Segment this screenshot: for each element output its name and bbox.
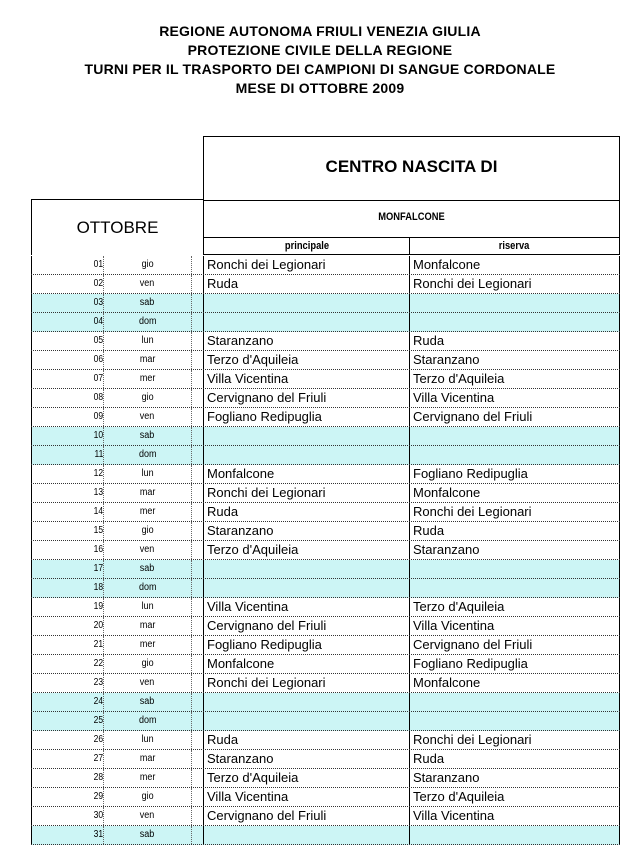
day-cell xyxy=(31,750,103,768)
weekday-cell-text: sab xyxy=(140,430,155,441)
day-cell-text: 05 xyxy=(93,335,103,346)
riserva-cell: Villa Vicentina xyxy=(409,807,620,825)
day-cell xyxy=(31,712,103,730)
weekday-cell-text: mar xyxy=(139,620,156,631)
weekday-cell-text: mer xyxy=(139,639,156,650)
principale-cell xyxy=(203,313,410,331)
table-row xyxy=(31,617,620,636)
spacer-cell xyxy=(191,484,203,502)
riserva-cell xyxy=(409,294,620,312)
weekday-cell xyxy=(103,351,191,369)
weekday-cell-text: lun xyxy=(141,335,154,346)
header-region: REGIONE AUTONOMA FRIULI VENEZIA GIULIA xyxy=(159,23,481,39)
table-row xyxy=(31,408,620,427)
spacer-cell xyxy=(191,408,203,426)
weekday-cell-text: dom xyxy=(138,316,157,327)
principale-cell: Monfalcone xyxy=(203,465,410,483)
spacer-cell xyxy=(191,579,203,597)
day-cell-text: 18 xyxy=(93,582,103,593)
day-cell xyxy=(31,788,103,806)
day-cell-text: 17 xyxy=(93,563,103,574)
table-row xyxy=(31,636,620,655)
weekday-cell-text: mer xyxy=(139,373,156,384)
principale-cell: Fogliano Redipuglia xyxy=(203,408,410,426)
month-header xyxy=(31,199,203,255)
day-cell xyxy=(31,598,103,616)
day-cell xyxy=(31,674,103,692)
column-header-principale-label: principale xyxy=(284,240,330,252)
principale-cell: Terzo d'Aquileia xyxy=(203,769,410,787)
spacer-cell xyxy=(191,256,203,274)
day-cell-text: 22 xyxy=(93,658,103,669)
weekday-cell-text: lun xyxy=(141,734,154,745)
table-row xyxy=(31,750,620,769)
day-cell-text: 19 xyxy=(93,601,103,612)
riserva-cell xyxy=(409,693,620,711)
day-cell-text: 01 xyxy=(93,259,103,270)
principale-cell: Villa Vicentina xyxy=(203,598,410,616)
day-cell-text: 28 xyxy=(93,772,103,783)
table-row xyxy=(31,256,620,275)
day-cell-text: 26 xyxy=(93,734,103,745)
table-row xyxy=(31,788,620,807)
weekday-cell xyxy=(103,579,191,597)
spacer-cell xyxy=(191,617,203,635)
weekday-cell-text: ven xyxy=(140,278,155,289)
weekday-cell xyxy=(103,332,191,350)
spacer-cell xyxy=(191,750,203,768)
day-cell xyxy=(31,769,103,787)
column-header-riserva-label: riserva xyxy=(499,240,530,252)
table-row xyxy=(31,484,620,503)
weekday-cell xyxy=(103,427,191,445)
spacer-cell xyxy=(191,693,203,711)
day-cell-text: 14 xyxy=(93,506,103,517)
weekday-cell xyxy=(103,446,191,464)
weekday-cell-text: gio xyxy=(141,658,154,669)
weekday-cell xyxy=(103,617,191,635)
weekday-cell xyxy=(103,484,191,502)
day-cell-text: 04 xyxy=(93,316,103,327)
principale-cell xyxy=(203,579,410,597)
day-cell xyxy=(31,465,103,483)
table-row xyxy=(31,769,620,788)
table-row xyxy=(31,712,620,731)
weekday-cell xyxy=(103,313,191,331)
weekday-cell-text: dom xyxy=(138,582,157,593)
principale-cell: Monfalcone xyxy=(203,655,410,673)
table-row xyxy=(31,465,620,484)
day-cell xyxy=(31,256,103,274)
principale-cell: Ruda xyxy=(203,503,410,521)
riserva-cell: Ruda xyxy=(409,522,620,540)
principale-cell: Cervignano del Friuli xyxy=(203,389,410,407)
day-cell xyxy=(31,617,103,635)
weekday-cell-text: mar xyxy=(139,354,156,365)
riserva-cell: Monfalcone xyxy=(409,674,620,692)
table-row xyxy=(31,503,620,522)
header-protezione-civile: PROTEZIONE CIVILE DELLA REGIONE xyxy=(187,42,453,58)
day-cell-text: 20 xyxy=(93,620,103,631)
day-cell-text: 06 xyxy=(93,354,103,365)
table-row xyxy=(31,693,620,712)
riserva-cell: Cervignano del Friuli xyxy=(409,636,620,654)
principale-cell: Villa Vicentina xyxy=(203,788,410,806)
principale-cell: Ronchi dei Legionari xyxy=(203,256,410,274)
weekday-cell-text: gio xyxy=(141,791,154,802)
spacer-cell xyxy=(191,636,203,654)
riserva-cell: Ruda xyxy=(409,750,620,768)
table-row xyxy=(31,598,620,617)
spacer-cell xyxy=(191,598,203,616)
weekday-cell-text: mer xyxy=(139,772,156,783)
spacer-cell xyxy=(191,503,203,521)
weekday-cell xyxy=(103,807,191,825)
centro-nascita-header xyxy=(203,136,620,237)
weekday-cell xyxy=(103,598,191,616)
weekday-cell xyxy=(103,370,191,388)
table-row xyxy=(31,427,620,446)
weekday-cell-text: lun xyxy=(141,601,154,612)
weekday-cell xyxy=(103,826,191,844)
spacer-cell xyxy=(191,788,203,806)
principale-cell: Cervignano del Friuli xyxy=(203,807,410,825)
day-cell-text: 08 xyxy=(93,392,103,403)
day-cell xyxy=(31,389,103,407)
column-header-riserva xyxy=(409,237,620,255)
day-cell-text: 31 xyxy=(93,829,103,840)
spacer-cell xyxy=(191,769,203,787)
principale-cell xyxy=(203,294,410,312)
principale-cell xyxy=(203,427,410,445)
weekday-cell-text: mer xyxy=(139,506,156,517)
table-row xyxy=(31,294,620,313)
principale-cell xyxy=(203,826,410,844)
day-cell-text: 07 xyxy=(93,373,103,384)
weekday-cell-text: ven xyxy=(140,810,155,821)
principale-cell: Ruda xyxy=(203,731,410,749)
day-cell-text: 02 xyxy=(93,278,103,289)
centro-name: MONFALCONE xyxy=(378,211,445,223)
weekday-cell xyxy=(103,750,191,768)
spacer-cell xyxy=(191,522,203,540)
table-row xyxy=(31,731,620,750)
riserva-cell xyxy=(409,313,620,331)
table-row xyxy=(31,560,620,579)
day-cell xyxy=(31,294,103,312)
principale-cell: Ruda xyxy=(203,275,410,293)
document-header xyxy=(0,22,640,98)
weekday-cell xyxy=(103,408,191,426)
riserva-cell: Terzo d'Aquileia xyxy=(409,788,620,806)
day-cell-text: 12 xyxy=(93,468,103,479)
weekday-cell xyxy=(103,788,191,806)
weekday-cell-text: sab xyxy=(140,563,155,574)
principale-cell xyxy=(203,446,410,464)
riserva-cell: Ronchi dei Legionari xyxy=(409,275,620,293)
weekday-cell xyxy=(103,693,191,711)
principale-cell xyxy=(203,693,410,711)
weekday-cell xyxy=(103,712,191,730)
spacer-cell xyxy=(191,389,203,407)
principale-cell: Villa Vicentina xyxy=(203,370,410,388)
principale-cell xyxy=(203,560,410,578)
spacer-cell xyxy=(191,560,203,578)
weekday-cell-text: ven xyxy=(140,544,155,555)
day-cell-text: 11 xyxy=(94,449,103,460)
table-row xyxy=(31,351,620,370)
day-cell xyxy=(31,731,103,749)
spacer-cell xyxy=(191,731,203,749)
riserva-cell: Monfalcone xyxy=(409,484,620,502)
riserva-cell xyxy=(409,579,620,597)
day-cell xyxy=(31,446,103,464)
weekday-cell xyxy=(103,541,191,559)
day-cell xyxy=(31,693,103,711)
spacer-cell xyxy=(191,674,203,692)
table-row xyxy=(31,674,620,693)
riserva-cell xyxy=(409,427,620,445)
day-cell xyxy=(31,275,103,293)
header-turni: TURNI PER IL TRASPORTO DEI CAMPIONI DI SANGUE CORDONALE xyxy=(84,61,556,77)
principale-cell: Terzo d'Aquileia xyxy=(203,541,410,559)
weekday-cell xyxy=(103,636,191,654)
table-row xyxy=(31,522,620,541)
riserva-cell: Ruda xyxy=(409,332,620,350)
day-cell xyxy=(31,579,103,597)
weekday-cell xyxy=(103,465,191,483)
table-row xyxy=(31,275,620,294)
day-cell xyxy=(31,503,103,521)
day-cell-text: 25 xyxy=(93,715,103,726)
day-cell-text: 27 xyxy=(93,753,103,764)
weekday-cell-text: gio xyxy=(141,259,154,270)
weekday-cell-text: dom xyxy=(138,715,157,726)
riserva-cell xyxy=(409,446,620,464)
centro-divider xyxy=(204,200,619,201)
weekday-cell xyxy=(103,560,191,578)
day-cell xyxy=(31,826,103,844)
day-cell-text: 16 xyxy=(93,544,103,555)
day-cell xyxy=(31,332,103,350)
spacer-cell xyxy=(191,712,203,730)
table-row xyxy=(31,826,620,845)
riserva-cell: Terzo d'Aquileia xyxy=(409,370,620,388)
riserva-cell: Terzo d'Aquileia xyxy=(409,598,620,616)
principale-cell: Ronchi dei Legionari xyxy=(203,484,410,502)
riserva-cell: Ronchi dei Legionari xyxy=(409,503,620,521)
day-cell-text: 29 xyxy=(93,791,103,802)
spacer-cell xyxy=(191,332,203,350)
riserva-cell: Staranzano xyxy=(409,541,620,559)
day-cell-text: 03 xyxy=(93,297,103,308)
column-header-principale xyxy=(203,237,410,255)
day-cell-text: 30 xyxy=(93,810,103,821)
table-row xyxy=(31,313,620,332)
day-cell-text: 23 xyxy=(93,677,103,688)
day-cell-text: 09 xyxy=(93,411,103,422)
day-cell xyxy=(31,484,103,502)
weekday-cell-text: sab xyxy=(140,297,155,308)
weekday-cell-text: sab xyxy=(140,696,155,707)
weekday-cell-text: mar xyxy=(139,753,156,764)
riserva-cell: Fogliano Redipuglia xyxy=(409,465,620,483)
table-row xyxy=(31,370,620,389)
day-cell-text: 21 xyxy=(93,639,103,650)
weekday-cell-text: sab xyxy=(140,829,155,840)
schedule-table xyxy=(31,256,620,845)
day-cell-text: 15 xyxy=(93,525,103,536)
table-row xyxy=(31,446,620,465)
centro-title: CENTRO NASCITA DI xyxy=(325,157,498,176)
day-cell xyxy=(31,351,103,369)
riserva-cell xyxy=(409,560,620,578)
weekday-cell-text: mar xyxy=(139,487,156,498)
riserva-cell: Villa Vicentina xyxy=(409,389,620,407)
header-mese: MESE DI OTTOBRE 2009 xyxy=(235,80,405,96)
principale-cell: Staranzano xyxy=(203,522,410,540)
spacer-cell xyxy=(191,370,203,388)
table-row xyxy=(31,332,620,351)
spacer-cell xyxy=(191,294,203,312)
day-cell xyxy=(31,541,103,559)
weekday-cell xyxy=(103,294,191,312)
weekday-cell xyxy=(103,389,191,407)
spacer-cell xyxy=(191,826,203,844)
spacer-cell xyxy=(191,351,203,369)
weekday-cell xyxy=(103,731,191,749)
weekday-cell-text: ven xyxy=(140,411,155,422)
weekday-cell xyxy=(103,769,191,787)
principale-cell: Staranzano xyxy=(203,750,410,768)
table-row xyxy=(31,579,620,598)
weekday-cell xyxy=(103,275,191,293)
weekday-cell xyxy=(103,522,191,540)
table-row xyxy=(31,389,620,408)
weekday-cell xyxy=(103,655,191,673)
day-cell xyxy=(31,427,103,445)
day-cell-text: 10 xyxy=(93,430,103,441)
day-cell xyxy=(31,655,103,673)
riserva-cell: Monfalcone xyxy=(409,256,620,274)
weekday-cell-text: ven xyxy=(140,677,155,688)
table-row xyxy=(31,655,620,674)
weekday-cell xyxy=(103,503,191,521)
month-label: OTTOBRE xyxy=(76,218,159,237)
spacer-cell xyxy=(191,275,203,293)
riserva-cell xyxy=(409,826,620,844)
weekday-cell-text: dom xyxy=(138,449,157,460)
day-cell xyxy=(31,408,103,426)
riserva-cell: Staranzano xyxy=(409,351,620,369)
day-cell xyxy=(31,636,103,654)
riserva-cell: Villa Vicentina xyxy=(409,617,620,635)
weekday-cell-text: gio xyxy=(141,525,154,536)
weekday-cell xyxy=(103,256,191,274)
table-row xyxy=(31,541,620,560)
spacer-cell xyxy=(191,541,203,559)
spacer-cell xyxy=(191,465,203,483)
principale-cell: Fogliano Redipuglia xyxy=(203,636,410,654)
spacer-cell xyxy=(191,446,203,464)
principale-cell: Cervignano del Friuli xyxy=(203,617,410,635)
day-cell-text: 24 xyxy=(93,696,103,707)
spacer-cell xyxy=(191,313,203,331)
day-cell xyxy=(31,370,103,388)
day-cell-text: 13 xyxy=(93,487,103,498)
riserva-cell xyxy=(409,712,620,730)
spacer-cell xyxy=(191,807,203,825)
riserva-cell: Staranzano xyxy=(409,769,620,787)
riserva-cell: Cervignano del Friuli xyxy=(409,408,620,426)
weekday-cell-text: gio xyxy=(141,392,154,403)
table-row xyxy=(31,807,620,826)
spacer-cell xyxy=(191,655,203,673)
weekday-cell-text: lun xyxy=(141,468,154,479)
day-cell xyxy=(31,560,103,578)
day-cell xyxy=(31,807,103,825)
spacer-cell xyxy=(191,427,203,445)
day-cell xyxy=(31,522,103,540)
principale-cell: Ronchi dei Legionari xyxy=(203,674,410,692)
principale-cell xyxy=(203,712,410,730)
riserva-cell: Ronchi dei Legionari xyxy=(409,731,620,749)
principale-cell: Staranzano xyxy=(203,332,410,350)
riserva-cell: Fogliano Redipuglia xyxy=(409,655,620,673)
day-cell xyxy=(31,313,103,331)
principale-cell: Terzo d'Aquileia xyxy=(203,351,410,369)
weekday-cell xyxy=(103,674,191,692)
